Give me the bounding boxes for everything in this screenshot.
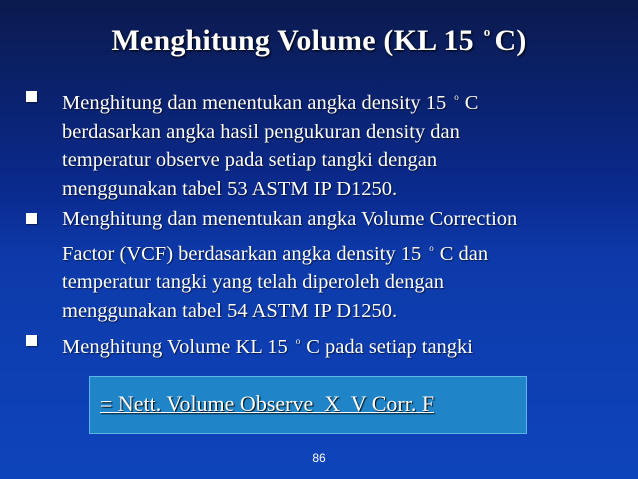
- bullet-1-line-1-text: Menghitung dan menentukan angka density 15: [62, 92, 447, 114]
- title-end: C): [494, 24, 527, 57]
- formula-box: [89, 376, 527, 434]
- bullet-3-line-1-end: C pada setiap tangki: [306, 336, 474, 358]
- square-bullet-icon: [26, 213, 37, 224]
- bullet-item-2: [22, 205, 622, 325]
- bullet-list: [22, 83, 622, 364]
- slide-title: [0, 24, 638, 58]
- bullet-1-line-1-end: C: [464, 92, 479, 114]
- title-main: Menghitung Volume (KL 15: [111, 24, 474, 57]
- bullet-2-line-2-text: Factor (VCF) berdasarkan angka density 15: [62, 242, 422, 265]
- bullet-1-line-1: [62, 83, 622, 118]
- bullet-1-line-2: berdasarkan angka hasil pengukuran density dan: [62, 120, 460, 143]
- bullet-2-line-2-end: C dan: [439, 242, 489, 265]
- bullet-item-3: [22, 327, 622, 362]
- bullet-1-line-4: menggunakan tabel 53 ASTM IP D1250.: [62, 177, 398, 200]
- bullet-2-line-1: Menghitung dan menentukan angka Volume Correction: [62, 208, 518, 230]
- square-bullet-icon: [26, 91, 37, 102]
- formula-text: = Nett. Volume Observe X V Corr. F: [100, 391, 435, 416]
- bullet-2-line-4: menggunakan tabel 54 ASTM IP D1250.: [62, 299, 398, 322]
- square-bullet-icon: [26, 335, 37, 346]
- degree-superscript: o: [429, 242, 434, 253]
- bullet-3-line-1: [62, 327, 622, 362]
- bullet-3-line-1-text: Menghitung Volume KL 15: [62, 336, 288, 358]
- bullet-item-1: [22, 83, 622, 203]
- bullet-2-line-2: [62, 234, 622, 269]
- degree-superscript: o: [454, 92, 459, 102]
- degree-superscript: o: [295, 336, 301, 346]
- page-number: 86: [312, 451, 326, 465]
- title-degree-superscript: o: [483, 24, 491, 39]
- bullet-1-line-3: temperatur observe pada setiap tangki dengan: [62, 149, 438, 171]
- bullet-2-line-3: temperatur tangki yang telah diperoleh dengan: [62, 271, 444, 293]
